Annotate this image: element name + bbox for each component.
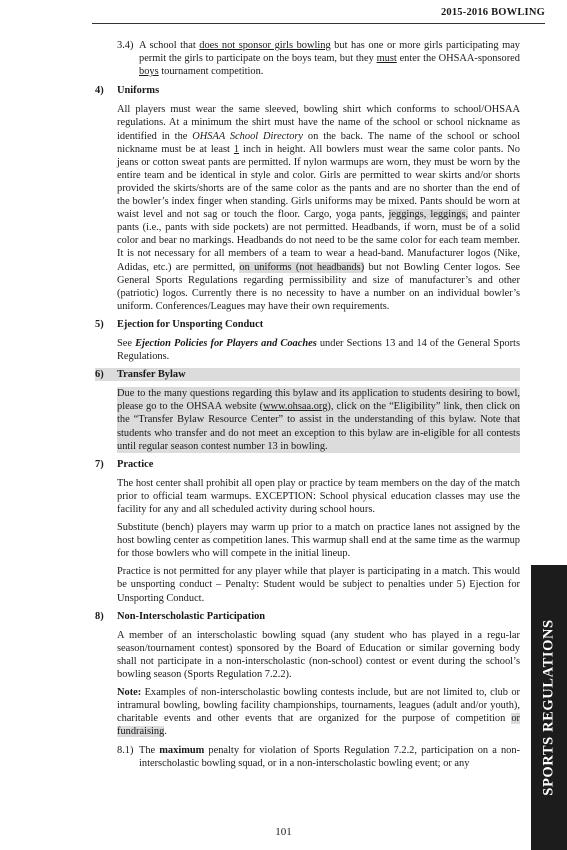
item-number: 3.4) bbox=[117, 40, 134, 51]
section-title: Non-Interscholastic Participation bbox=[117, 610, 266, 622]
section-heading bbox=[95, 368, 520, 381]
section-paragraph: See Ejection Policies for Players and Coaches under Sections 13 and 14 of the General Sports Regulations. bbox=[117, 337, 520, 363]
section-heading bbox=[95, 610, 520, 623]
section-uniforms bbox=[95, 84, 520, 313]
section-paragraph: A member of an interscholastic bowling squad (any student who has played in a regu-lar season/tournament contest) sponsored by the Board of Education or similar governing body shall not participate in a non-interscholastic (non-school) contest or event during the school’s bowling season (Sports Regulation 7.2.2). bbox=[117, 629, 520, 681]
section-paragraph: The host center shall prohibit all open play or practice by team members on the day of the match prior to official team warmups. EXCEPTION: School physical education classes may use the facility for any and all scheduled activity during school hours. bbox=[117, 477, 520, 515]
section-heading bbox=[95, 458, 520, 471]
sports-regulations-tab bbox=[531, 565, 567, 850]
section-number: 7) bbox=[95, 458, 104, 470]
ohsaa-website-link[interactable]: www.ohsaa.org bbox=[263, 401, 328, 413]
section-paragraph: Substitute (bench) players may warm up prior to a match on practice lanes not assigned by the host bowling center as competition lanes. This warmup shall end at the same time as the warmup for those bowlers who will compete in the initial lineup. bbox=[117, 522, 520, 560]
section-heading bbox=[95, 318, 520, 331]
item-number: 8.1) bbox=[117, 744, 134, 756]
section-title: Transfer Bylaw bbox=[117, 369, 186, 381]
section-non-interscholastic bbox=[95, 610, 520, 775]
section-paragraph: All players must wear the same sleeved, bowling shirt which conforms to school/OHSAA regulations. At a minimum the shirt must have the name of the school or school nickname as identified in the OHSAA School Directory on the back. The name of the school or school nickname must be at least 1 inch in height. All bowlers must wear the same color pants. No jeans or cotton sweat pants are permitted. If nylon warmups are worn, they must be worn by the entire team and be identical in style and color. Girls are permitted to wear skirts and/or shorts provided the skirts/shorts are of the same color as the pants and are no shorter than the end of the bowler’s index finger when standing. Girls uniforms may be mixed. Pants should be worn at waist level and not sag or touch the floor. Cargo, yoga pants, jeggings, leggings, and painter pants (i.e., pants with side pockets) are not permitted. Headbands, if worn, must be of a solid color and bear no markings. Headbands do not need to be the same color for each team member. It is not necessary for all members of a team to wear a head-band. Manufacturer logos (Nike, Adidas, etc.) are permitted, on uniforms (not headbands) but not Bowling Center logos. See General Sports Regulations regarding permissibility and size of manufacturer’s and other (patriotic) logos. Currently there is no necessity to have a number on an individual bowler’s uniform. Conferences/Leagues may have their own requirements. bbox=[117, 104, 521, 312]
item-text: The maximum penalty for violation of Sports Regulation 7.2.2, participation on a non-interscholastic bowling squad, or in a non-interscholastic bowling event; or any bbox=[139, 744, 520, 769]
section-transfer-bylaw bbox=[95, 368, 520, 453]
section-heading bbox=[95, 84, 520, 97]
section-title: Ejection for Unsporting Conduct bbox=[117, 318, 264, 330]
side-tab-label: SPORTS REGULATIONS bbox=[540, 619, 557, 796]
section-number: 8) bbox=[95, 610, 104, 622]
page-header: 2015-2016 BOWLING bbox=[440, 7, 545, 18]
section-number: 6) bbox=[95, 369, 104, 381]
item-8-1 bbox=[95, 744, 520, 775]
section-paragraph: Practice is not permitted for any player while that player is participating in a match. This would be unsporting conduct – Penalty: Student would be subject to penalties under 5) Ejection for Unsporting Conduct. bbox=[117, 566, 520, 604]
section-paragraph: Due to the many questions regarding this bylaw and its application to students desiring to bowl, please go to the OHSAA website (www.ohsaa.org), click on the “Eligibility” link, then click on the “Transfer Bylaw Resource Center” to assist in the understanding of this bylaw. Note that students who transfer and do not meet an exception to this bylaw are in-eligible for all contests until regular season contest number 13 in bowling. bbox=[117, 388, 520, 452]
page-number: 101 bbox=[275, 826, 292, 838]
item-text: A school that does not sponsor girls bowling but has one or more girls participating may permit the girls to participate on the boys team, but they must enter the OHSAA-sponsored boys tournament competition. bbox=[139, 40, 520, 78]
section-title: Uniforms bbox=[117, 85, 160, 97]
section-ejection bbox=[95, 318, 520, 363]
section-number: 5) bbox=[95, 318, 104, 330]
page-content bbox=[95, 39, 520, 781]
note-paragraph: Note: Examples of non-interscholastic bowling contests include, but are not limited to, club or intramural bowling, bowling facility championships, tournaments, leagues (adult and/or youth), charitable events and other events that are organized for the purpose of competition or fundraising. bbox=[117, 687, 520, 738]
item-3-4 bbox=[95, 39, 520, 78]
header-rule bbox=[92, 23, 545, 24]
section-title: Practice bbox=[117, 458, 154, 470]
section-number: 4) bbox=[95, 85, 104, 97]
section-practice bbox=[95, 458, 520, 605]
